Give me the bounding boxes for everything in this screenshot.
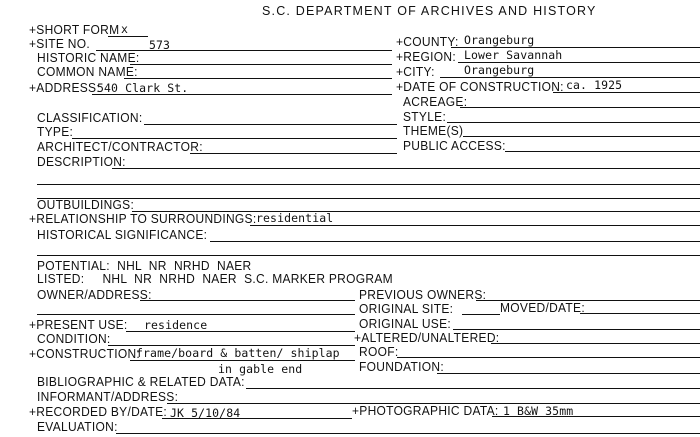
acreage-line [460,107,700,108]
short-form-line [108,36,148,37]
owner-address-line-2 [37,314,355,315]
historic-name-line [130,64,392,65]
construction-value-2[interactable]: in gable end [218,362,303,376]
historic-name-label: HISTORIC NAME: [37,51,140,65]
date-of-construction-line [553,92,700,93]
photographic-value[interactable]: 1 B&W 35mm [503,404,574,418]
architect-label: ARCHITECT/CONTRACTOR: [37,140,203,154]
relationship-label: +RELATIONSHIP TO SURROUNDINGS: [29,212,257,226]
address-label: +ADDRESS: [29,81,100,95]
recorded-by-value[interactable]: JK 5/10/84 [170,406,241,420]
original-site-line [462,314,500,315]
description-line-1 [112,168,700,169]
moved-date-line [580,313,700,314]
potential-row: POTENTIAL: NHL NR NRHD NAER [37,259,252,273]
present-use-label: +PRESENT USE: [29,318,128,332]
roof-line [397,357,700,358]
outbuildings-label: OUTBUILDINGS: [37,198,135,212]
site-no-value[interactable]: 573 [149,38,171,52]
classification-line [144,124,397,125]
type-line [72,138,397,139]
site-no-label: +SITE NO. [29,37,90,51]
present-use-value[interactable]: residence [144,318,208,332]
moved-date-label: MOVED/DATE: [500,301,585,315]
description-label: DESCRIPTION: [37,155,126,169]
altered-label: +ALTERED/UNALTERED: [354,331,500,345]
common-name-line [124,78,392,79]
short-form-value[interactable]: x [121,22,129,36]
region-value[interactable]: Lower Savannah [464,48,563,62]
relationship-line [250,225,700,226]
date-of-construction-label: +DATE OF CONSTRUCTION: [396,80,564,94]
listed-row: LISTED: NHL NR NRHD NAER S.C. MARKER PROGRAM [37,272,393,286]
owner-address-label: OWNER/ADDRESS: [37,288,152,302]
informant-label: INFORMANT/ADDRESS: [37,390,179,404]
site-no-line [96,50,392,51]
themes-line [463,136,700,137]
county-value[interactable]: Orangeburg [464,33,535,47]
altered-line [491,343,700,344]
architect-line [190,153,397,154]
roof-label: ROOF: [359,345,399,359]
evaluation-label: EVALUATION: [37,420,118,434]
photographic-label: +PHOTOGRAPHIC DATA: [352,404,499,418]
form-title: S.C. DEPARTMENT OF ARCHIVES AND HISTORY [262,4,597,18]
public-access-label: PUBLIC ACCESS: [403,139,506,153]
short-form-label: +SHORT FORM [29,23,120,37]
relationship-value[interactable]: residential [256,211,334,225]
acreage-label: ACREAGE: [403,95,468,109]
style-line [447,122,700,123]
themes-label: THEME(S) [403,124,464,138]
style-label: STYLE: [403,110,447,124]
condition-label: CONDITION: [37,332,111,346]
original-site-label: ORIGINAL SITE: [359,302,454,316]
construction-line [130,360,355,361]
bibliographic-label: BIBLIOGRAPHIC & RELATED DATA: [37,375,245,389]
foundation-line [437,373,700,374]
classification-label: CLASSIFICATION: [37,111,143,125]
construction-value-1[interactable]: frame/board & batten/ shiplap [136,346,340,360]
county-label: +COUNTY: [396,35,459,49]
recorded-by-label: +RECORDED BY/DATE: [29,405,167,419]
address-value[interactable]: 540 Clark St. [97,81,189,95]
region-label: +REGION: [396,50,456,64]
construction-label: +CONSTRUCTION: [29,347,141,361]
description-line-3 [37,198,700,199]
previous-owners-label: PREVIOUS OWNERS: [359,288,487,302]
original-use-line [453,329,700,330]
description-line-2 [37,184,700,185]
type-label: TYPE: [37,125,74,139]
common-name-label: COMMON NAME: [37,65,138,79]
city-value[interactable]: Orangeburg [464,63,535,77]
historical-significance-label: HISTORICAL SIGNIFICANCE: [37,228,208,242]
bibliographic-line [246,388,700,389]
public-access-line [505,151,700,152]
date-of-construction-value[interactable]: ca. 1925 [566,78,623,92]
original-use-label: ORIGINAL USE: [359,317,451,331]
foundation-label: FOUNDATION: [359,360,444,374]
historical-significance-line-2 [37,255,700,256]
owner-address-line-1 [140,300,355,301]
historical-significance-line-1 [210,241,700,242]
city-label: +CITY: [396,65,435,79]
evaluation-line [116,433,700,434]
